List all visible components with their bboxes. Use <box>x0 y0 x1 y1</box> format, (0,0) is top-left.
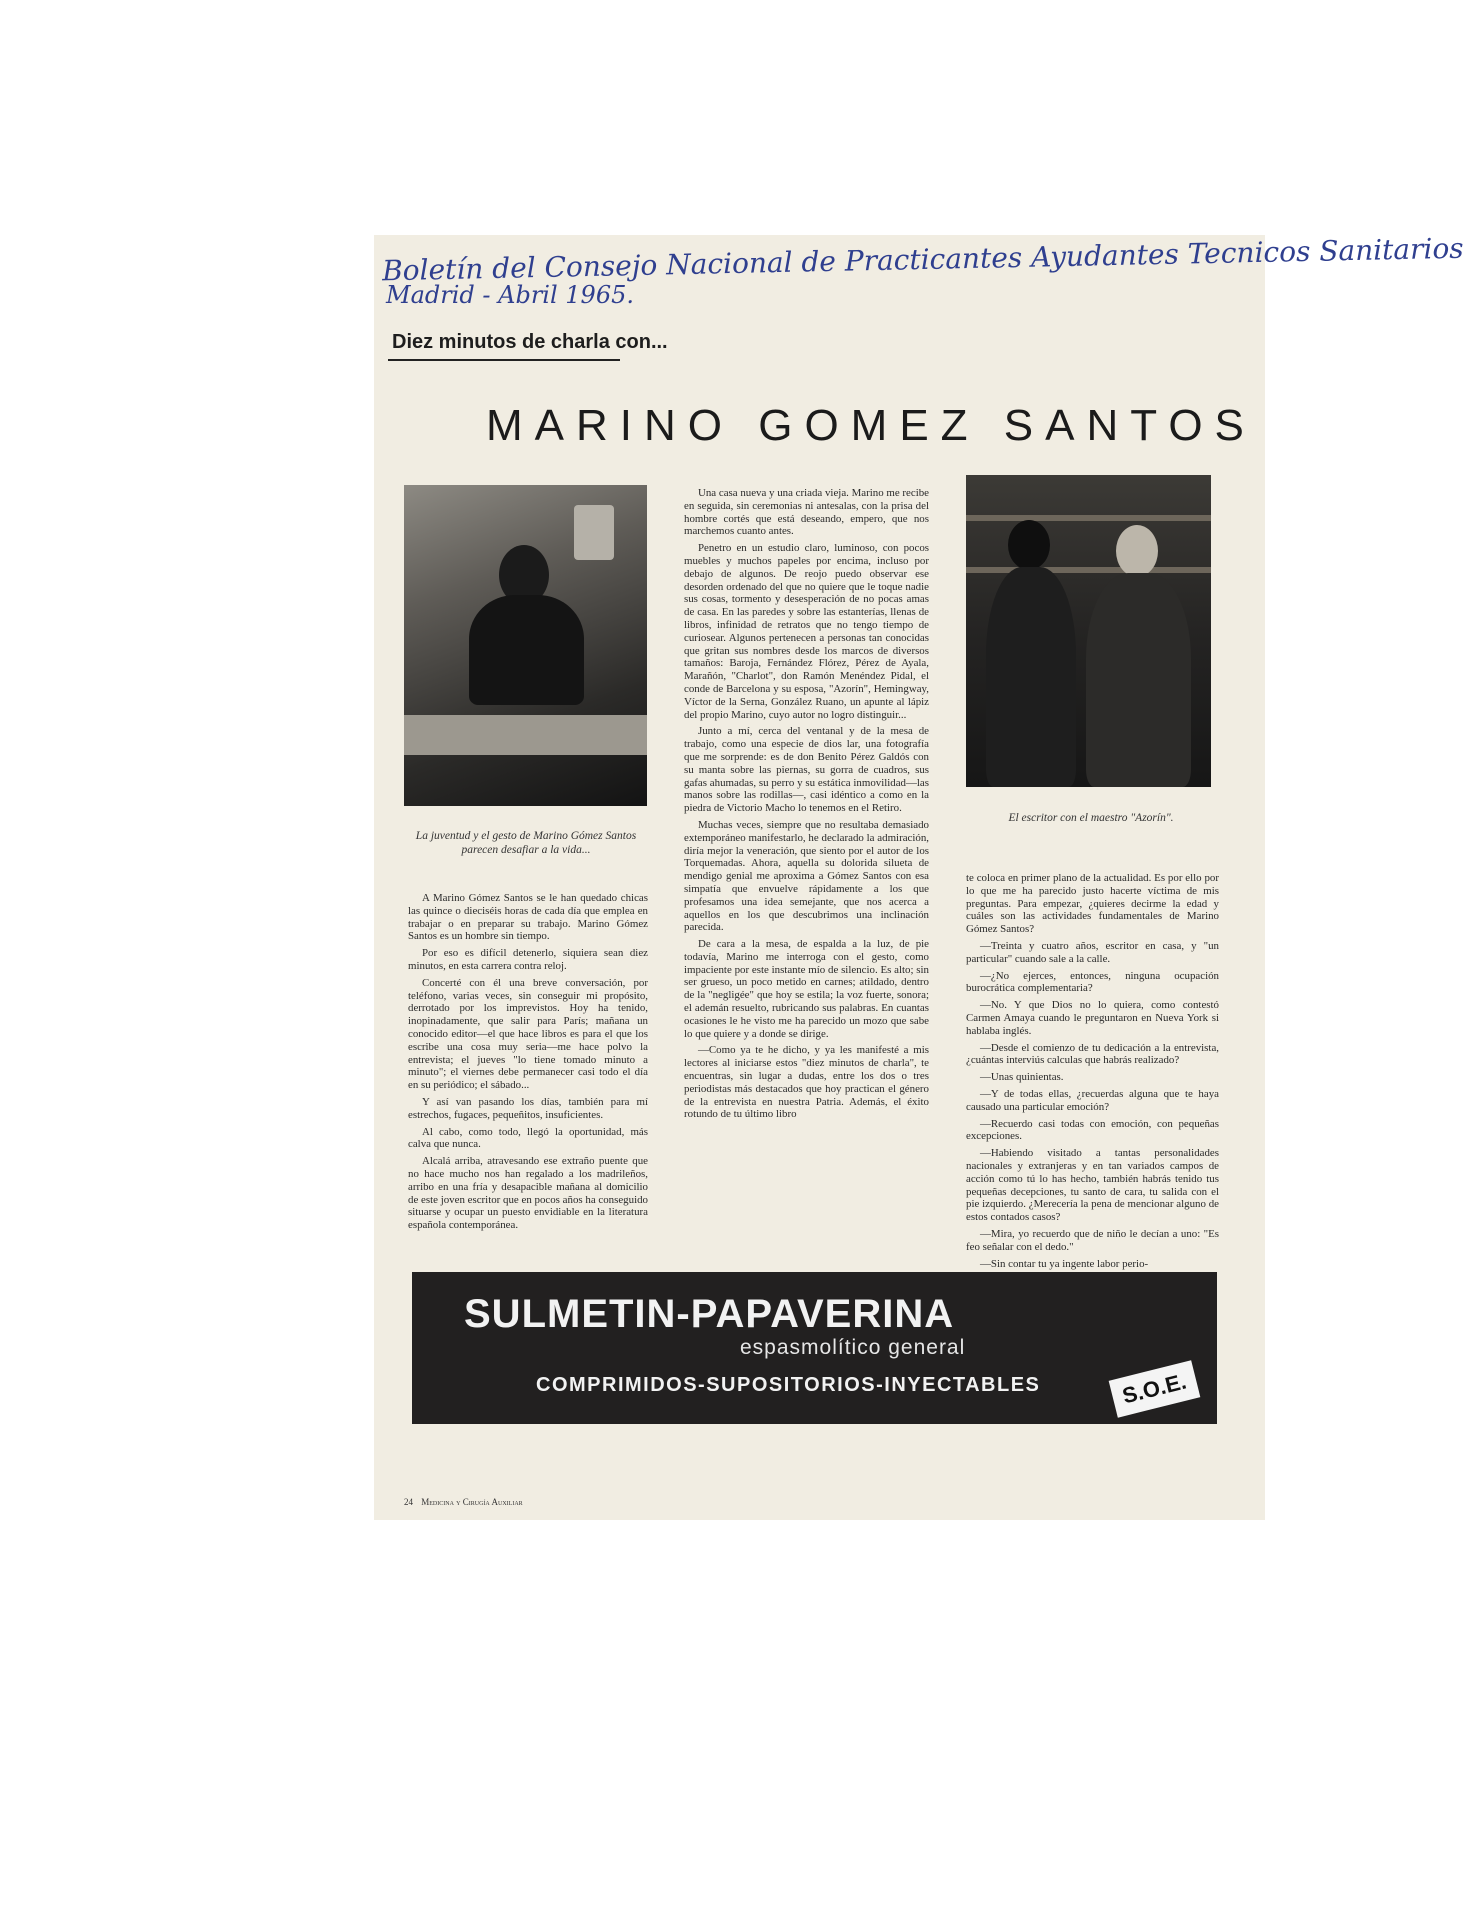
paragraph: Al cabo, como todo, llegó la oportunidad, más calva que nunca. <box>408 1125 648 1151</box>
paragraph: Por eso es difícil detenerlo, siquiera sean diez minutos, en esta carrera contra reloj. <box>408 947 648 972</box>
paragraph: Concerté con él una breve conversación, por teléfono, varias veces, sin conseguir mi propósito, derrotado por los imprevistos. Hoy ha tenido, inopinadamente, que salir para París; mañana un conocido editor—el que hace libros es para el que los escribe una cosa muy seria—me hace polvo la entrevista; el jueves "lo tiene tomado minuto a minuto"; el viernes debe permanecer casi todo el día en su periódico; el sábado... <box>408 976 648 1092</box>
paragraph: —Mira, yo recuerdo que de niño le decían a uno: "Es feo señalar con el dedo." <box>966 1227 1219 1253</box>
paragraph: —Recuerdo casi todas con emoción, con pequeñas excepciones. <box>966 1117 1219 1143</box>
photo-lamp <box>574 505 614 560</box>
handwritten-note-line-2: Madrid - Abril 1965. <box>386 281 634 309</box>
kicker-underline <box>388 359 620 361</box>
photo-bookshelf <box>966 515 1211 521</box>
paragraph: A Marino Gómez Santos se le han quedado chicas las quince o dieciséis horas de cada día que emplea en trabajar o en preparar su trabajo. Marino Gómez Santos es un hombre sin tiempo. <box>408 892 648 943</box>
ad-product-name: SULMETIN-PAPAVERINA <box>464 1292 955 1336</box>
paragraph: Junto a mí, cerca del ventanal y de la mesa de trabajo, como una especie de dios lar, una fotografía que me sorprende: es de don Benito Pérez Galdós con su manta sobre las piernas, su gorra de cuadros, sus gafas ahumadas, su perro y su estática inmovilidad—las manos sobre las rodillas—, casi idéntico a como en la piedra de Victorio Macho lo tenemos en el Retiro. <box>684 725 929 815</box>
paragraph: —Habiendo visitado a tantas personalidades nacionales y extranjeras y en tan variados campos de acción como tú lo has hecho, también habrás tenido tus pequeñas decepciones, tu santo de cara, tu salida con el pie izquierdo. ¿Merecería la pena de mencionar alguno de estos contados casos? <box>966 1147 1219 1224</box>
paragraph: Y así van pasando los días, también para mí estrechos, fugaces, pequeñitos, insuficientes. <box>408 1095 648 1121</box>
paragraph: Penetro en un estudio claro, luminoso, con pocos muebles y muchos papeles por encima, incluso por debajo de algunos. De reojo puedo observar ese desorden ordenado del que no quiere que le toque nadie sus cosas, tormento y desesperación de no pocas amas de casa. En las paredes y sobre las estanterías, llenas de libros, infinidad de retratos que no tengo tiempo de curiosear. Algunos pertenecen a personas tan conocidas que gritan sus nombres desde los marcos de diversos tamaños: Baroja, Fernández Flórez, Pérez de Ayala, Marañón, "Charlot", don Ramón Menéndez Pidal, el conde de Barcelona y su esposa, "Azorín", Hemingway, Víctor de la Serna, González Ruano, un apunte al lápiz del propio Marino, cuyo autor no logro distinguir... <box>684 542 929 721</box>
photo-elder-head <box>1116 525 1158 577</box>
photo-figure-body <box>469 595 584 705</box>
photo-bookshelf <box>966 567 1211 573</box>
paragraph: —Y de todas ellas, ¿recuerdas alguna que te haya causado una particular emoción? <box>966 1087 1219 1113</box>
photo-writer-with-azorin <box>966 475 1211 787</box>
photo-young-man-body <box>986 567 1076 787</box>
photo-left-caption: La juventud y el gesto de Marino Gómez Santos parecen desafiar a la vida... <box>415 830 637 856</box>
article-headline: MARINO GOMEZ SANTOS <box>486 401 1256 450</box>
page-number: 24 <box>404 1497 413 1507</box>
photo-right-caption: El escritor con el maestro "Azorín". <box>1008 812 1174 824</box>
photo-young-man-head <box>1008 520 1050 570</box>
paragraph: —Unas quinientas. <box>980 1071 1064 1084</box>
ad-formulations: COMPRIMIDOS-SUPOSITORIOS-INYECTABLES <box>536 1374 1041 1396</box>
photo-desk <box>404 715 647 755</box>
section-kicker: Diez minutos de charla con... <box>392 331 668 353</box>
paragraph: —Treinta y cuatro años, escritor en casa, y "un particular" cuando sale a la calle. <box>966 939 1219 965</box>
paragraph: —Desde el comienzo de tu dedicación a la entrevista, ¿cuántas interviús calculas que habrás realizado? <box>966 1041 1219 1067</box>
paragraph: Alcalá arriba, atravesando ese extraño puente que no hace mucho nos han regalado a los madrileños, arribo en una fría y desapacible mañana al domicilio de este joven escritor que en pocos años ha conseguido situarse y ocupar un puesto envidiable en la literatura española contemporánea. <box>408 1155 648 1232</box>
ad-brand-logo: S.O.E. <box>1109 1360 1200 1417</box>
photo-writer-at-desk <box>404 485 647 806</box>
paragraph: —¿No ejerces, entonces, ninguna ocupación burocrática complementaria? <box>966 969 1219 995</box>
ad-subtitle: espasmolítico general <box>740 1336 966 1359</box>
article-column-1 <box>408 892 648 1236</box>
paragraph: —No. Y que Dios no lo quiera, como contestó Carmen Amaya cuando le preguntaron en Nueva York si hablaba inglés. <box>966 999 1219 1037</box>
advertisement-banner <box>412 1272 1217 1424</box>
paragraph: —Como ya te he dicho, y ya les manifesté a mis lectores al iniciarse estos "diez minutos de charla", te encuentras, sin lugar a dudas, entre los dos o tres periodistas más destacados que hoy practican el género de la entrevista en nuestra Patria. Además, el éxito rotundo de tu último libro <box>684 1044 929 1121</box>
paragraph: De cara a la mesa, de espalda a la luz, de pie todavía, Marino me interroga con el gesto, como impaciente por este instante mío de silencio. Es alto; sin ser grueso, un poco metido en carnes; atildado, dentro de la "negligée" que hoy se estila; la voz fuerte, sonora; el ademán resuelto, rubricando sus palabras. En cuantas ocasiones le he visto me ha parecido un mozo que sabe lo que quiere y a donde se dirige. <box>684 938 929 1040</box>
scanned-page <box>374 231 1464 1520</box>
paragraph: te coloca en primer plano de la actualidad. Es por ello por lo que me ha parecido justo hacerte víctima de mis preguntas. Para empezar, ¿quieres decirme la edad y cuáles son las actividades fundamentales de Marino Gómez Santos? <box>966 872 1219 936</box>
photo-elder-body <box>1086 573 1191 787</box>
paragraph: Muchas veces, siempre que no resultaba demasiado extemporáneo manifestarlo, he declarado la admiración, diría mejor la veneración, que siento por el autor de los Torquemadas. Ahora, aquella su dolorida silueta de mendigo genial me aproxima a Gómez Santos con esa simpatía que envuelve rápidamente a los que profesamos una idea semejante, que nos acerca a aquellos en los que descubrimos una inclinación parecida. <box>684 818 929 934</box>
paragraph: Una casa nueva y una criada vieja. Marino me recibe en seguida, sin ceremonias ni antesalas, con la prisa del hombre cortés que está deseando, empero, que nos marchemos cuanto antes. <box>684 487 930 538</box>
publication-name: Medicina y Cirugía Auxiliar <box>421 1497 523 1507</box>
article-column-3 <box>966 872 1219 1274</box>
handwritten-note-line-1: Boletín del Consejo Nacional de Practicantes Ayudantes Tecnicos Sanitarios <box>381 231 1464 288</box>
page-footer <box>404 1497 529 1507</box>
paragraph: —Sin contar tu ya ingente labor perio- <box>980 1257 1149 1270</box>
article-column-2 <box>684 487 929 1125</box>
